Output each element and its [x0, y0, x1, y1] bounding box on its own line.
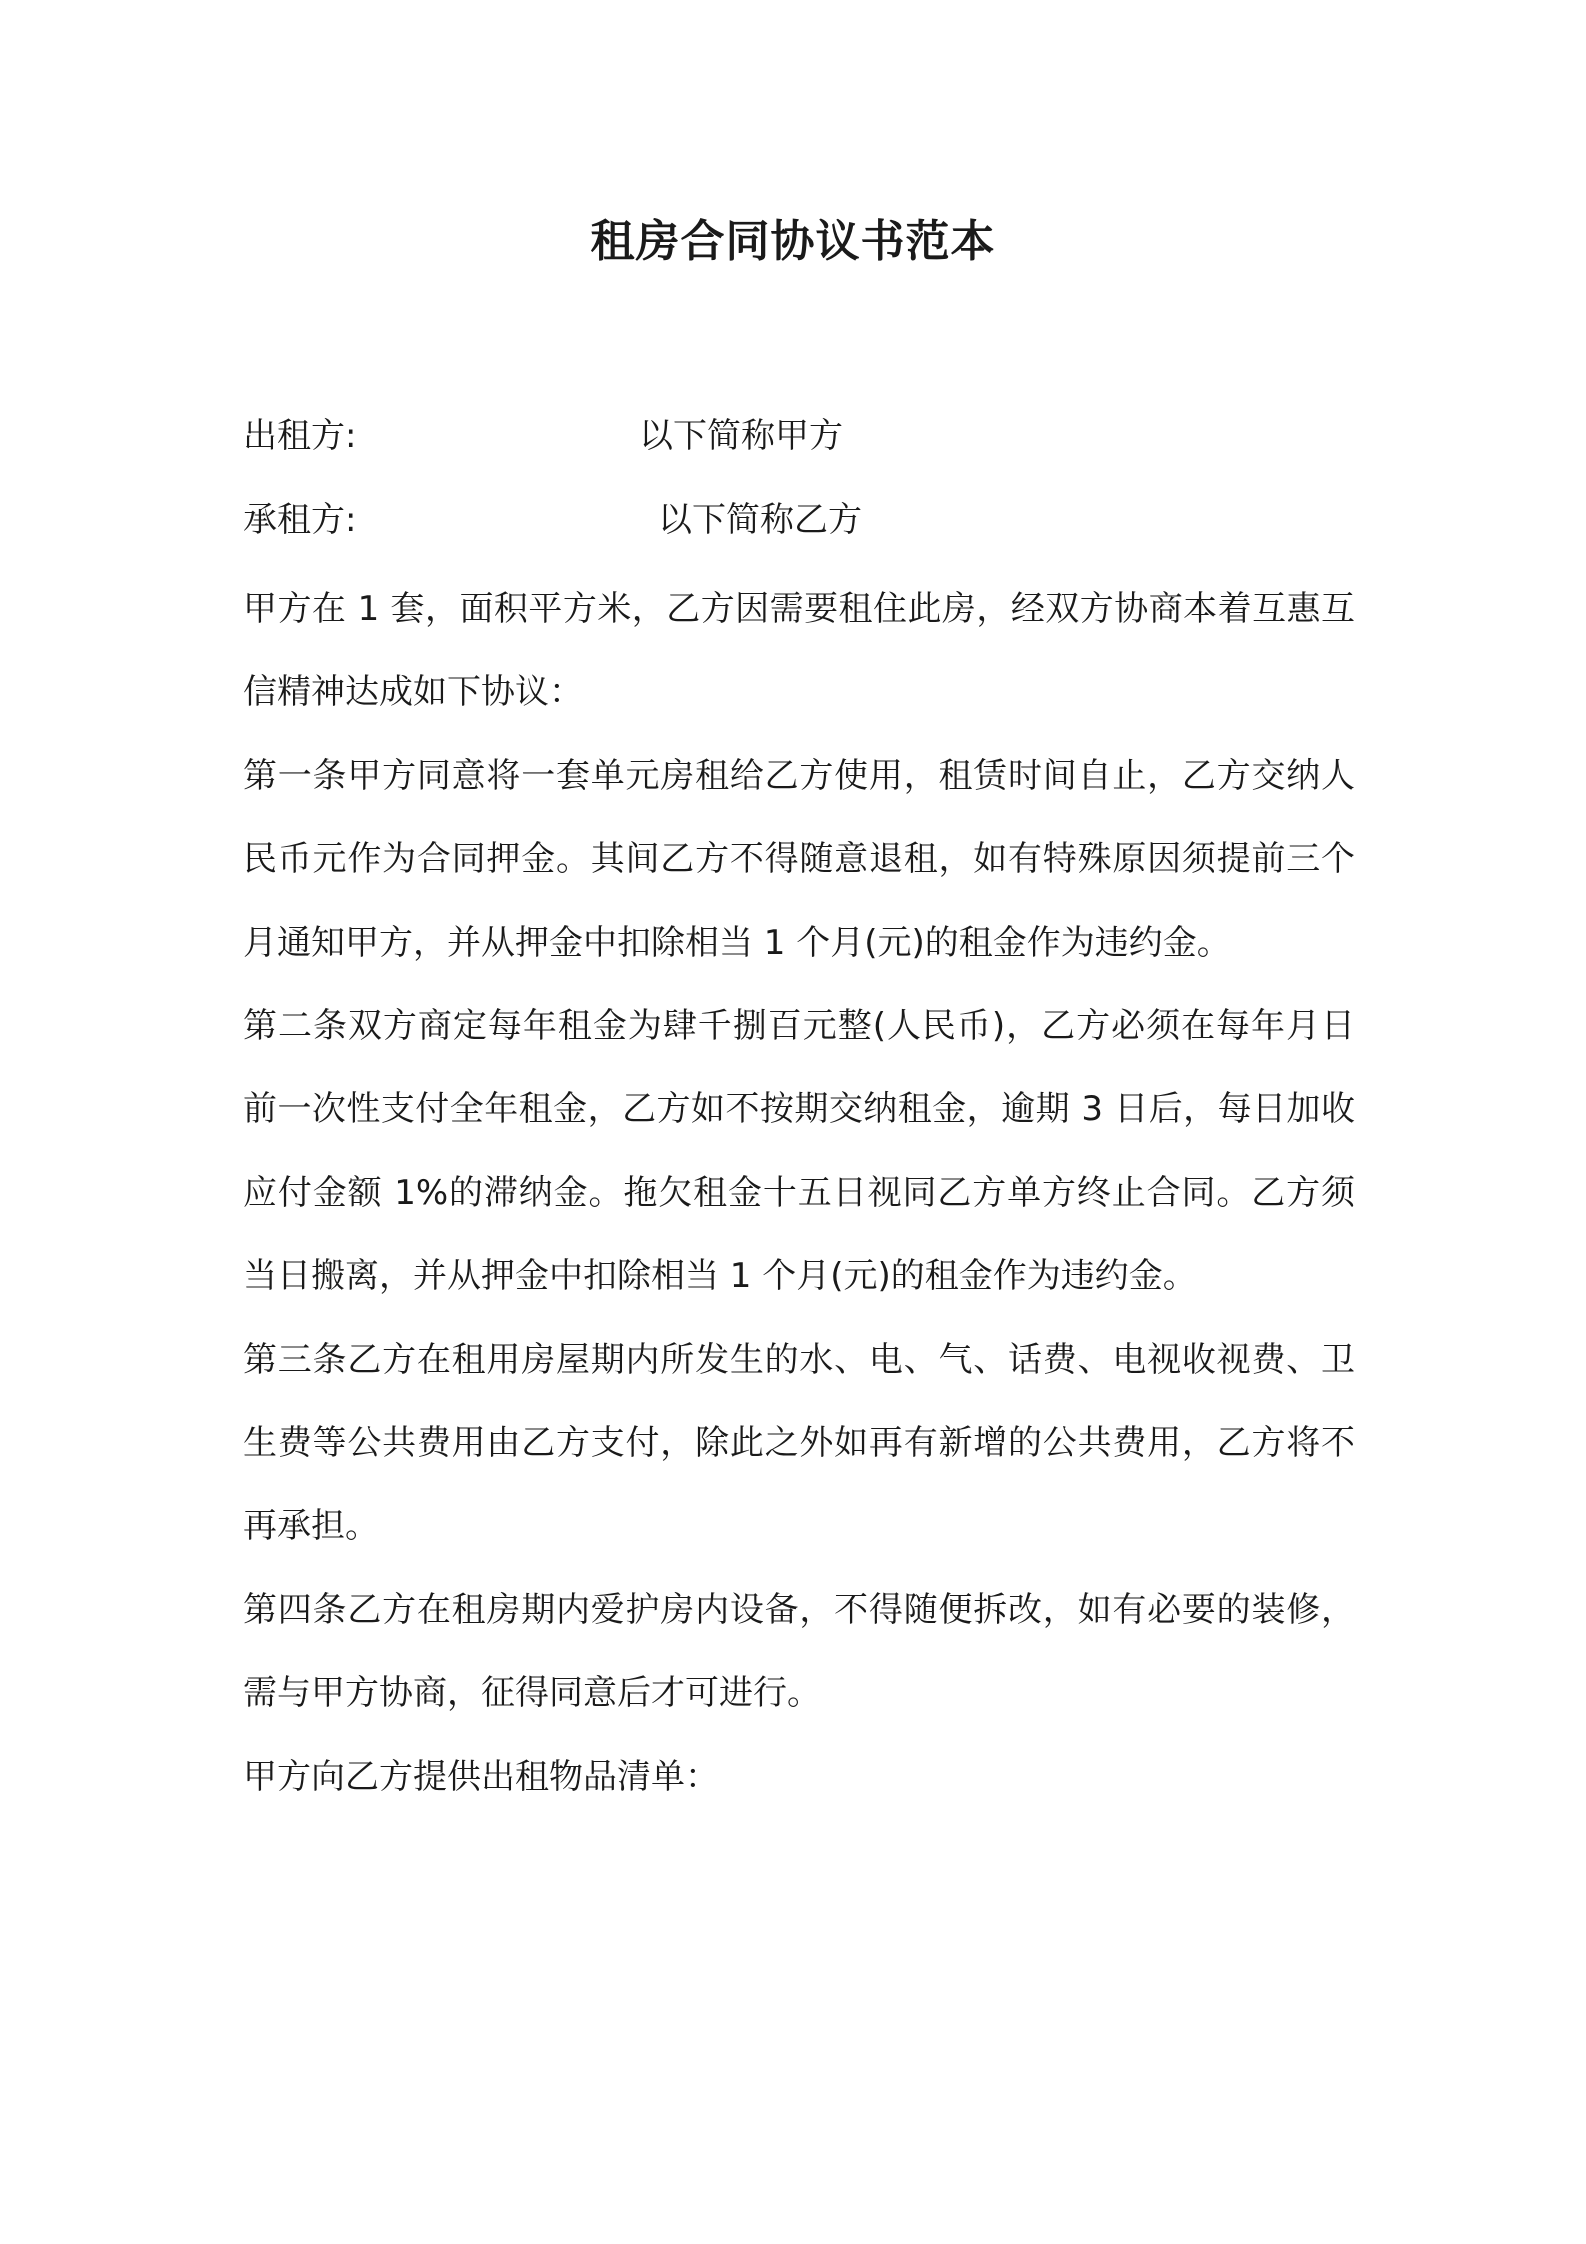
inventory-heading: 甲方向乙方提供出租物品清单： — [243, 1756, 719, 1797]
article-4-paragraph: 第四条乙方在租房期内爱护房内设备，不得随便拆改，如有必要的装修，需与甲方协商，征得同意后才可进行。 — [243, 1589, 1355, 1714]
document-title: 租房合同协议书范本 — [590, 216, 996, 267]
intro-paragraph: 甲方在 1 套，面积平方米，乙方因需要租住此房，经双方协商本着互惠互信精神达成如下协议： — [243, 589, 1355, 713]
lessee-line — [243, 496, 862, 544]
contract-body — [243, 568, 1355, 1819]
article-2-paragraph: 第二条双方商定每年租金为肆千捌百元整(人民币)，乙方必须在每年月日前一次性支付全年租金，乙方如不按期交纳租金，逾期 3 日后，每日加收应付金额 1%的滞纳金。拖欠租金十五日视同乙方单方终止合同。乙方须当日搬离，并从押金中扣除相当 1 个月(元)的租金作为违约金。 — [243, 1006, 1355, 1297]
lessor-note: 以下简称甲方 — [639, 416, 843, 456]
article-3-paragraph: 第三条乙方在租用房屋期内所发生的水、电、气、话费、电视收视费、卫生费等公共费用由乙方支付，除此之外如再有新增的公共费用，乙方将不再承担。 — [243, 1339, 1355, 1547]
lessee-label: 承租方: — [243, 500, 357, 540]
lessor-label: 出租方: — [243, 416, 357, 456]
lessor-line — [243, 412, 843, 460]
lessee-note: 以下简称乙方 — [658, 500, 862, 540]
article-1-paragraph: 第一条甲方同意将一套单元房租给乙方使用，租赁时间自止，乙方交纳人民币元作为合同押金。其间乙方不得随意退租，如有特殊原因须提前三个月通知甲方，并从押金中扣除相当 1 个月(元)的租金作为违约金。 — [243, 755, 1355, 963]
